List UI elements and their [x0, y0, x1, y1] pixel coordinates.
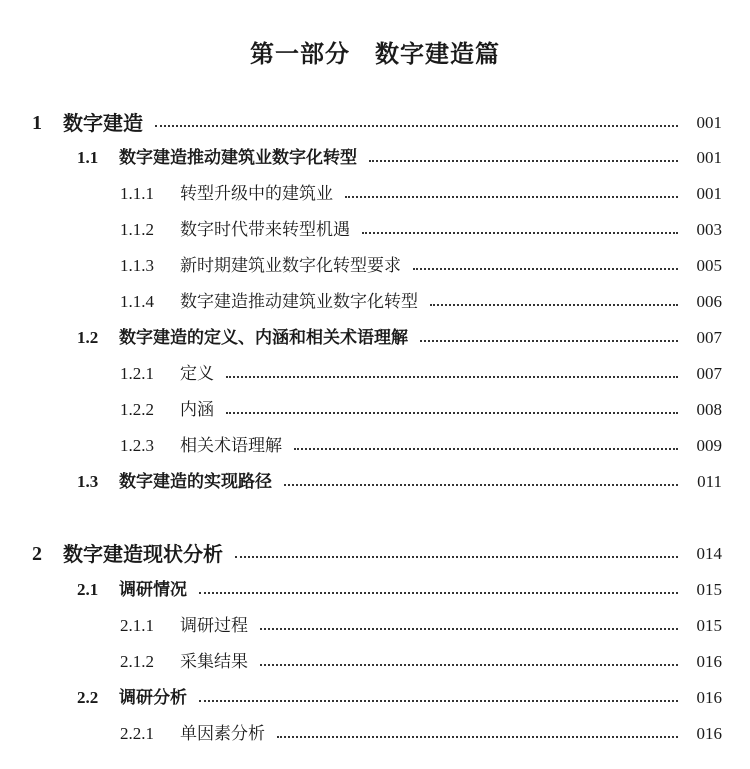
dot-leader — [277, 736, 678, 738]
toc-entry-number: 1.2.3 — [120, 436, 154, 455]
dot-leader — [235, 556, 678, 558]
toc-entry-number: 2.1.2 — [120, 652, 154, 671]
toc-entry — [0, 608, 750, 644]
dot-leader — [294, 448, 678, 450]
toc-entry-title: 调研情况 — [119, 580, 187, 600]
toc-entry-title: 单因素分析 — [180, 724, 265, 744]
toc-entry — [0, 680, 750, 716]
toc-entry-number: 1 — [32, 112, 42, 134]
page-title: 第一部分 数字建造篇 — [250, 40, 500, 68]
toc-entry-number: 2.2 — [77, 688, 99, 707]
toc-entry-title: 数字建造现状分析 — [63, 542, 223, 566]
toc-entry — [0, 356, 750, 392]
toc-entry-title: 内涵 — [180, 400, 214, 420]
toc-entry-page: 001 — [696, 184, 722, 203]
toc-entry — [0, 572, 750, 608]
toc-entry-page: 009 — [696, 436, 722, 455]
toc-entry-number: 2 — [32, 543, 42, 565]
toc-entry — [0, 716, 750, 752]
toc-entry — [0, 536, 750, 572]
toc-entry — [0, 212, 750, 248]
toc-entry-title: 调研过程 — [180, 616, 248, 636]
toc-entry-page: 014 — [696, 544, 722, 563]
toc-entry — [0, 140, 750, 176]
toc-entry-number: 2.1 — [77, 580, 99, 599]
toc-entry-page: 015 — [696, 616, 722, 635]
toc-entry-page: 016 — [696, 652, 722, 671]
toc-entry-number: 1.1.3 — [120, 256, 154, 275]
toc-entry-number: 1.2 — [77, 328, 99, 347]
toc-entry-page: 007 — [696, 364, 722, 383]
toc-entry — [0, 105, 750, 141]
dot-leader — [199, 592, 678, 594]
dot-leader — [260, 664, 678, 666]
toc-entry-number: 1.1 — [77, 148, 99, 167]
toc-entry-number: 1.3 — [77, 472, 99, 491]
toc-entry — [0, 176, 750, 212]
toc-entry-title: 相关术语理解 — [180, 436, 282, 456]
dot-leader — [260, 628, 678, 630]
toc-entry-page: 011 — [697, 472, 722, 491]
toc-entry-title: 新时期建筑业数字化转型要求 — [180, 256, 401, 276]
dot-leader — [413, 268, 678, 270]
toc-entry-number: 2.2.1 — [120, 724, 154, 743]
toc-entry — [0, 284, 750, 320]
toc-entry-title: 调研分析 — [119, 688, 187, 708]
toc-entry-title: 数字建造 — [63, 111, 143, 135]
dot-leader — [226, 376, 678, 378]
toc-entry-page: 001 — [696, 113, 722, 132]
toc-entry-page: 003 — [696, 220, 722, 239]
toc-entry — [0, 464, 750, 500]
toc-entry-number: 1.1.4 — [120, 292, 154, 311]
toc-entry-number: 1.1.1 — [120, 184, 154, 203]
dot-leader — [430, 304, 678, 306]
dot-leader — [369, 160, 678, 162]
toc-entry — [0, 392, 750, 428]
toc-entry — [0, 428, 750, 464]
toc-entry-page: 016 — [696, 724, 722, 743]
toc-entry-number: 2.1.1 — [120, 616, 154, 635]
dot-leader — [155, 125, 678, 127]
toc-entry-title: 数字建造推动建筑业数字化转型 — [119, 148, 357, 168]
toc-entry-page: 005 — [696, 256, 722, 275]
toc-entry-page: 016 — [696, 688, 722, 707]
toc-entry-page: 001 — [696, 148, 722, 167]
toc-entry-page: 008 — [696, 400, 722, 419]
toc-entry-title: 定义 — [180, 364, 214, 384]
dot-leader — [420, 340, 678, 342]
dot-leader — [284, 484, 678, 486]
toc-entry-number: 1.2.1 — [120, 364, 154, 383]
toc-entry-title: 数字建造推动建筑业数字化转型 — [180, 292, 418, 312]
toc-entry-title: 转型升级中的建筑业 — [180, 184, 333, 204]
toc-entry-page: 006 — [696, 292, 722, 311]
toc-entry-page: 015 — [696, 580, 722, 599]
toc-entry-title: 数字建造的定义、内涵和相关术语理解 — [119, 328, 408, 348]
dot-leader — [345, 196, 678, 198]
toc-entry-title: 数字时代带来转型机遇 — [180, 220, 350, 240]
toc-entry — [0, 320, 750, 356]
toc-entry-page: 007 — [696, 328, 722, 347]
dot-leader — [362, 232, 678, 234]
toc-entry-title: 数字建造的实现路径 — [119, 472, 272, 492]
toc-entry-number: 1.1.2 — [120, 220, 154, 239]
toc-entry — [0, 248, 750, 284]
toc-entry-number: 1.2.2 — [120, 400, 154, 419]
toc-entry — [0, 644, 750, 680]
dot-leader — [199, 700, 678, 702]
dot-leader — [226, 412, 678, 414]
toc-entry-title: 采集结果 — [180, 652, 248, 672]
